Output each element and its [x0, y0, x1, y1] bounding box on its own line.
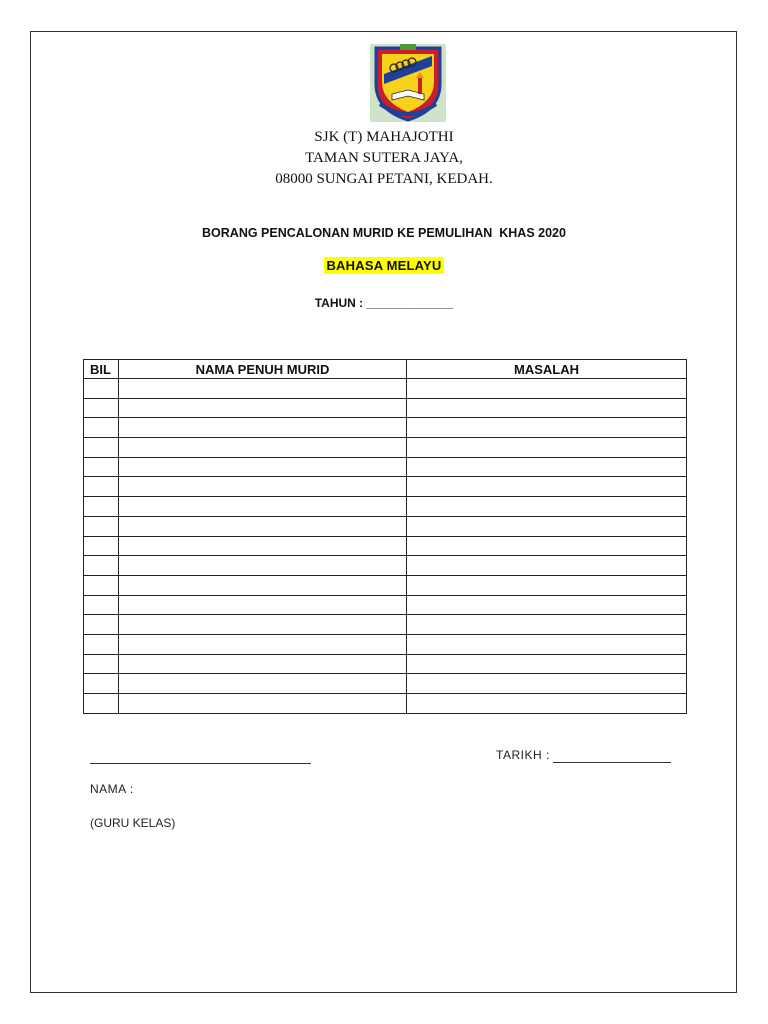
cell-masalah — [407, 595, 687, 615]
cell-masalah — [407, 674, 687, 694]
cell-masalah — [407, 457, 687, 477]
cell-masalah — [407, 615, 687, 635]
table-row — [84, 654, 687, 674]
cell-nama — [119, 615, 407, 635]
cell-nama — [119, 575, 407, 595]
table-row — [84, 615, 687, 635]
tahun-field: TAHUN : _____________ — [314, 296, 454, 310]
cell-bil — [84, 497, 119, 517]
cell-masalah — [407, 694, 687, 714]
table-row — [84, 674, 687, 694]
form-title: BORANG PENCALONAN MURID KE PEMULIHAN KHAS 2020 — [202, 226, 566, 240]
cell-masalah — [407, 556, 687, 576]
cell-nama — [119, 634, 407, 654]
table-row — [84, 536, 687, 556]
table-row — [84, 575, 687, 595]
cell-bil — [84, 575, 119, 595]
cell-bil — [84, 536, 119, 556]
nomination-table — [83, 359, 687, 714]
cell-bil — [84, 556, 119, 576]
cell-nama — [119, 674, 407, 694]
nama-label: NAMA : — [90, 782, 134, 796]
tarikh-line — [553, 762, 671, 763]
table-row — [84, 379, 687, 399]
header-bil: BIL — [84, 360, 119, 379]
cell-nama — [119, 398, 407, 418]
cell-masalah — [407, 516, 687, 536]
cell-nama — [119, 379, 407, 399]
cell-bil — [84, 457, 119, 477]
header-masalah: MASALAH — [407, 360, 687, 379]
cell-bil — [84, 634, 119, 654]
table-body — [84, 379, 687, 714]
table-row — [84, 477, 687, 497]
table-row — [84, 438, 687, 458]
cell-bil — [84, 694, 119, 714]
table-row — [84, 398, 687, 418]
cell-bil — [84, 654, 119, 674]
cell-bil — [84, 516, 119, 536]
cell-masalah — [407, 575, 687, 595]
subject-highlight: BAHASA MELAYU — [326, 258, 442, 273]
cell-nama — [119, 497, 407, 517]
cell-masalah — [407, 379, 687, 399]
cell-bil — [84, 477, 119, 497]
cell-bil — [84, 379, 119, 399]
table-row — [84, 595, 687, 615]
cell-nama — [119, 595, 407, 615]
cell-masalah — [407, 418, 687, 438]
cell-nama — [119, 418, 407, 438]
cell-bil — [84, 398, 119, 418]
cell-nama — [119, 654, 407, 674]
table-row — [84, 516, 687, 536]
cell-nama — [119, 694, 407, 714]
school-address-line2: 08000 SUNGAI PETANI, KEDAH. — [275, 171, 493, 187]
cell-nama — [119, 516, 407, 536]
school-name: SJK (T) MAHAJOTHI — [314, 129, 454, 145]
school-address-line1: TAMAN SUTERA JAYA, — [305, 150, 463, 166]
table-row — [84, 556, 687, 576]
signature-line — [90, 763, 311, 764]
cell-bil — [84, 615, 119, 635]
cell-masalah — [407, 477, 687, 497]
cell-nama — [119, 438, 407, 458]
header-nama-penuh-murid: NAMA PENUH MURID — [119, 360, 407, 379]
cell-nama — [119, 556, 407, 576]
cell-masalah — [407, 398, 687, 418]
tarikh-label: TARIKH : — [496, 748, 550, 762]
guru-kelas-label: (GURU KELAS) — [90, 816, 176, 830]
table-row — [84, 634, 687, 654]
table-row — [84, 497, 687, 517]
cell-masalah — [407, 438, 687, 458]
table-row — [84, 694, 687, 714]
table-row — [84, 457, 687, 477]
table-header-row — [84, 360, 687, 379]
table-row — [84, 418, 687, 438]
cell-nama — [119, 477, 407, 497]
cell-masalah — [407, 497, 687, 517]
cell-nama — [119, 457, 407, 477]
cell-bil — [84, 438, 119, 458]
cell-bil — [84, 595, 119, 615]
cell-masalah — [407, 654, 687, 674]
cell-nama — [119, 536, 407, 556]
school-crest-logo — [370, 44, 446, 122]
cell-bil — [84, 418, 119, 438]
cell-masalah — [407, 634, 687, 654]
subject-wrapper — [0, 257, 768, 275]
cell-masalah — [407, 536, 687, 556]
cell-bil — [84, 674, 119, 694]
